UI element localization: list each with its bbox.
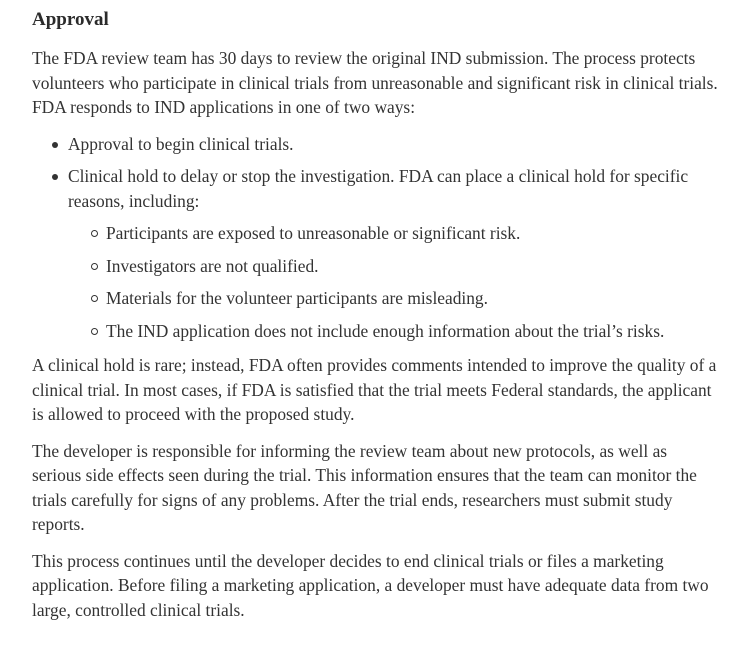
bullet-disc-icon bbox=[52, 142, 58, 148]
process-continuation-paragraph: This process continues until the developer decides to end clinical trials or files a marketing application. Before filing a marketing application, a developer must have adequate data from two large, controlled clinical trials. bbox=[32, 550, 709, 620]
list-item-reason bbox=[106, 286, 719, 311]
list-item-reason bbox=[106, 319, 719, 344]
list-item-reason bbox=[106, 221, 719, 246]
bullet-circle-icon bbox=[91, 263, 98, 270]
bullet-circle-icon bbox=[91, 328, 98, 335]
bullet-circle-icon bbox=[91, 295, 98, 302]
list-item-text: Participants are exposed to unreasonable or significant risk. bbox=[106, 223, 521, 243]
intro-paragraph: The FDA review team has 30 days to review the original IND submission. The process protects volunteers who participate in clinical trials from unreasonable and significant risk in clinical trials. FDA responds to IND applications in one of two ways: bbox=[32, 48, 718, 117]
clinical-hold-reasons-list bbox=[68, 221, 719, 343]
bullet-disc-icon bbox=[52, 174, 58, 180]
list-item-text: The IND application does not include enough information about the trial’s risks. bbox=[106, 320, 665, 341]
fda-response-list bbox=[32, 132, 719, 344]
list-item-text: Investigators are not qualified. bbox=[106, 255, 319, 276]
list-item-approval bbox=[68, 132, 719, 157]
list-item-text: Approval to begin clinical trials. bbox=[68, 133, 294, 154]
list-item-clinical-hold bbox=[68, 164, 719, 343]
bullet-circle-icon bbox=[91, 230, 98, 237]
section-heading: Approval bbox=[32, 9, 109, 30]
clinical-hold-paragraph: A clinical hold is rare; instead, FDA often provides comments intended to improve the quality of a clinical trial. In most cases, if FDA is satisfied that the trial meets Federal standards, the applicant is allowed to proceed with the proposed study. bbox=[32, 355, 717, 424]
developer-responsibility-paragraph: The developer is responsible for informing the review team about new protocols, as well as serious side effects seen during the trial. This information ensures that the team can monitor the trials carefully for signs of any problems. After the trial ends, researchers must submit study reports. bbox=[32, 440, 697, 534]
list-item-text: Clinical hold to delay or stop the investigation. FDA can place a clinical hold for specific reasons, including: bbox=[68, 166, 689, 211]
list-item-reason bbox=[106, 254, 719, 279]
list-item-text: Materials for the volunteer participants are misleading. bbox=[106, 288, 488, 308]
